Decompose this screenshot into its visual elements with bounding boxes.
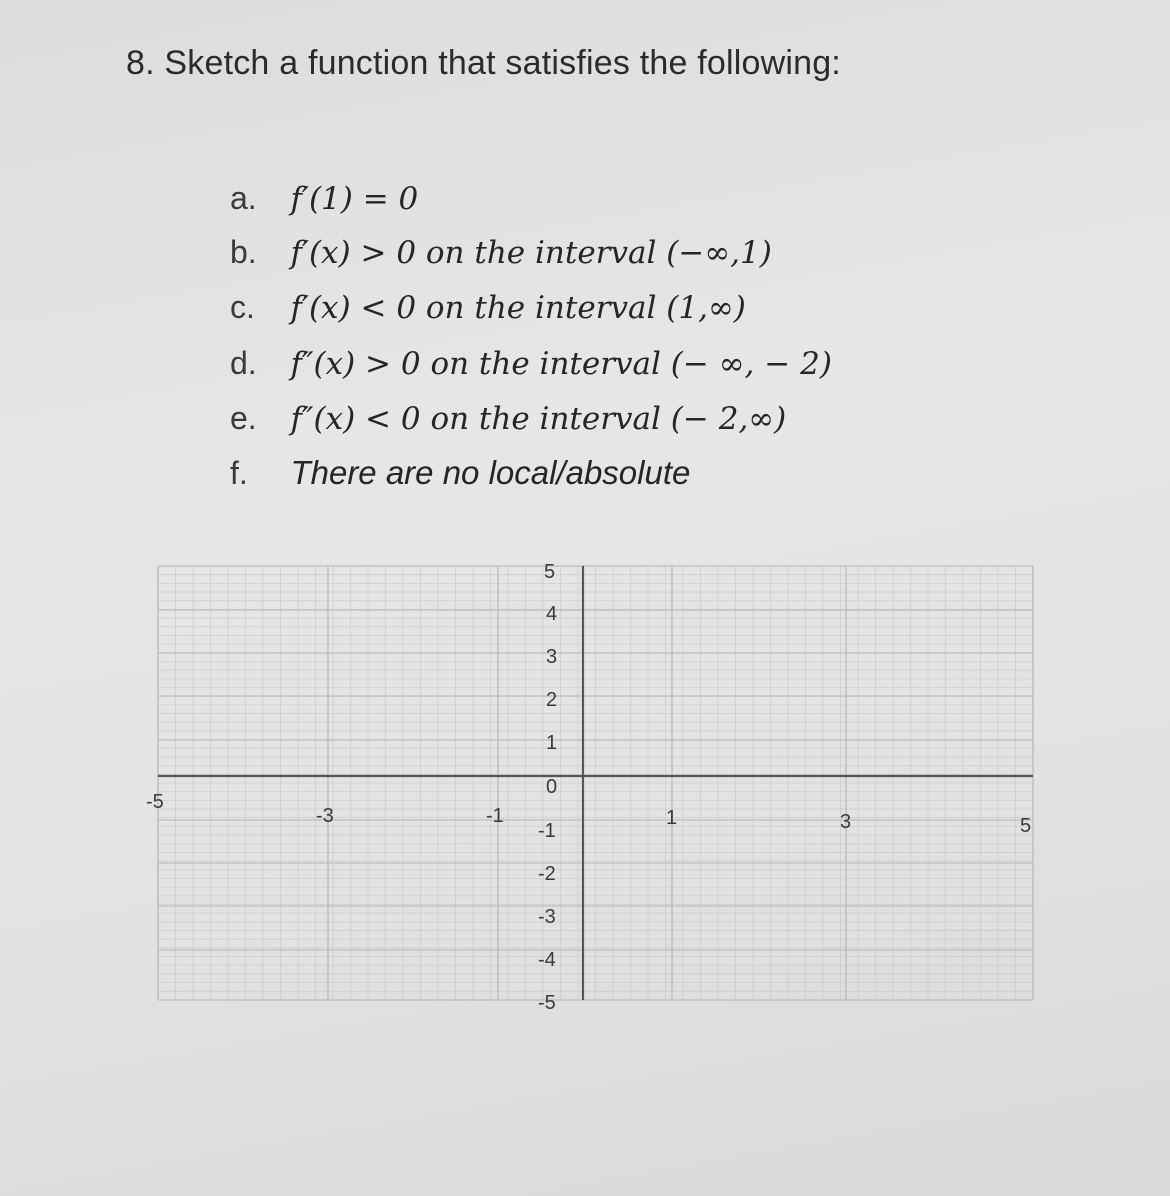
y-tick-label-neg5: -5 [538,992,556,1014]
x-tick-label-1: 1 [666,807,678,829]
y-tick-label-2: 2 [546,689,558,711]
y-tick-label-1: 1 [546,732,558,754]
condition-f-label: f. [230,455,248,491]
condition-e-label: e. [230,400,257,436]
y-tick-label-0: 0 [546,776,558,798]
x-tick-label-neg1: -1 [486,805,504,827]
condition-d-expression: f″(x) > 0 on the interval (− ∞, − 2) [290,346,832,382]
y-tick-label-neg3: -3 [538,906,556,928]
condition-a-label: a. [230,180,257,216]
x-tick-label-3: 3 [840,811,852,833]
x-tick-label-neg5: -5 [146,791,164,813]
grid-minor-lines [158,566,1033,1000]
y-tick-label-3: 3 [546,646,558,668]
y-tick-label-5: 5 [544,561,556,583]
condition-b-label: b. [230,234,257,270]
y-tick-label-4: 4 [546,603,558,625]
condition-f-expression: There are no local/absolute [290,454,691,491]
x-tick-label-neg3: -3 [316,805,334,827]
y-tick-label-neg2: -2 [538,863,556,885]
condition-b-expression: f′(x) > 0 on the interval (−∞,1) [290,235,772,271]
condition-c-expression: f′(x) < 0 on the interval (1,∞) [290,290,746,326]
condition-e-expression: f″(x) < 0 on the interval (− 2,∞) [290,401,787,437]
y-tick-label-neg4: -4 [538,949,556,971]
question-title: 8. Sketch a function that satisfies the following: [126,44,841,82]
condition-d-label: d. [230,345,257,381]
condition-a-expression: f′(1) = 0 [290,181,419,217]
y-tick-label-neg1: -1 [538,820,556,842]
x-tick-label-5: 5 [1020,815,1032,837]
condition-c-label: c. [230,289,255,325]
